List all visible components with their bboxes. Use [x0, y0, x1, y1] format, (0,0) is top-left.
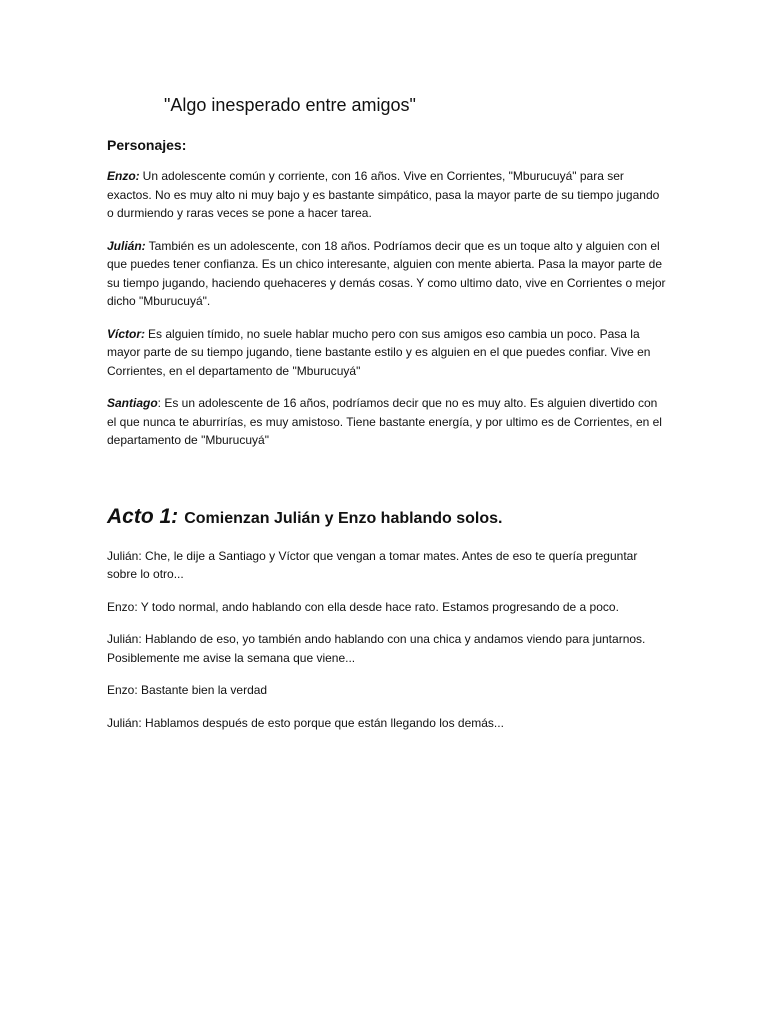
character-description: : Es un adolescente de 16 años, podríamos decir que no es muy alto. Es alguien divertido con el que nunca te aburrirías, es muy amistoso. Tiene bastante energía, y por ultimo es de Corrientes, en el departamento de "Mburucuyá" — [107, 396, 662, 447]
dialogue-line: Julián: Hablando de eso, yo también ando hablando con una chica y andamos viendo para juntarnos. Posiblemente me avise la semana que viene... — [107, 632, 646, 665]
dialogue-list — [107, 547, 667, 733]
character-julian — [107, 237, 667, 311]
character-name: Santiago — [107, 396, 158, 410]
characters-heading: Personajes: — [107, 137, 187, 153]
act-label: Acto 1: — [107, 504, 179, 528]
dialogue-line: Julián: Che, le dije a Santiago y Víctor que vengan a tomar mates. Antes de eso te quería preguntar sobre lo otro... — [107, 548, 638, 581]
character-list — [107, 167, 667, 450]
dialogue-line: Enzo: Bastante bien la verdad — [107, 683, 268, 697]
act-description: Comienzan Julián y Enzo hablando solos. — [184, 509, 503, 527]
act-heading — [107, 502, 667, 533]
document-content — [107, 93, 667, 746]
character-description: Un adolescente común y corriente, con 16 años. Vive en Corrientes, "Mburucuyá" para ser exactos. No es muy alto ni muy bajo y es bastante simpático, pasa la mayor parte de su tiempo jugando o durmiendo y raras veces se pone a hacer tarea. — [107, 169, 660, 220]
character-enzo — [107, 167, 667, 223]
character-name: Víctor: — [107, 326, 146, 341]
dialogue-line: Julián: Hablamos después de esto porque que están llegando los demás... — [107, 715, 504, 730]
character-name: Enzo: — [107, 169, 140, 183]
character-description: También es un adolescente, con 18 años. Podríamos decir que es un toque alto y alguien con el que puedes tener confianza. Es un chico interesante, alguien con mente abierta. Pasa la mayor parte de su tiempo jugando, haciendo quehaceres y demás cosas. Y como ultimo dato, vive en Corrientes o mejor dicho "Mburucuyá". — [107, 238, 666, 308]
dialogue-line: Enzo: Y todo normal, ando hablando con ella desde hace rato. Estamos progresando de a poco. — [107, 599, 619, 614]
character-name: Julián: — [107, 238, 146, 253]
character-description: Es alguien tímido, no suele hablar mucho pero con sus amigos eso cambia un poco. Pasa la mayor parte de su tiempo jugando, tiene bastante estilo y es alguien en el que puedes confiar. Vive en Corrientes, en el departamento de "Mburucuyá" — [107, 326, 651, 378]
document-title: "Algo inesperado entre amigos" — [164, 95, 416, 115]
character-santiago — [107, 394, 667, 450]
character-victor — [107, 325, 667, 381]
